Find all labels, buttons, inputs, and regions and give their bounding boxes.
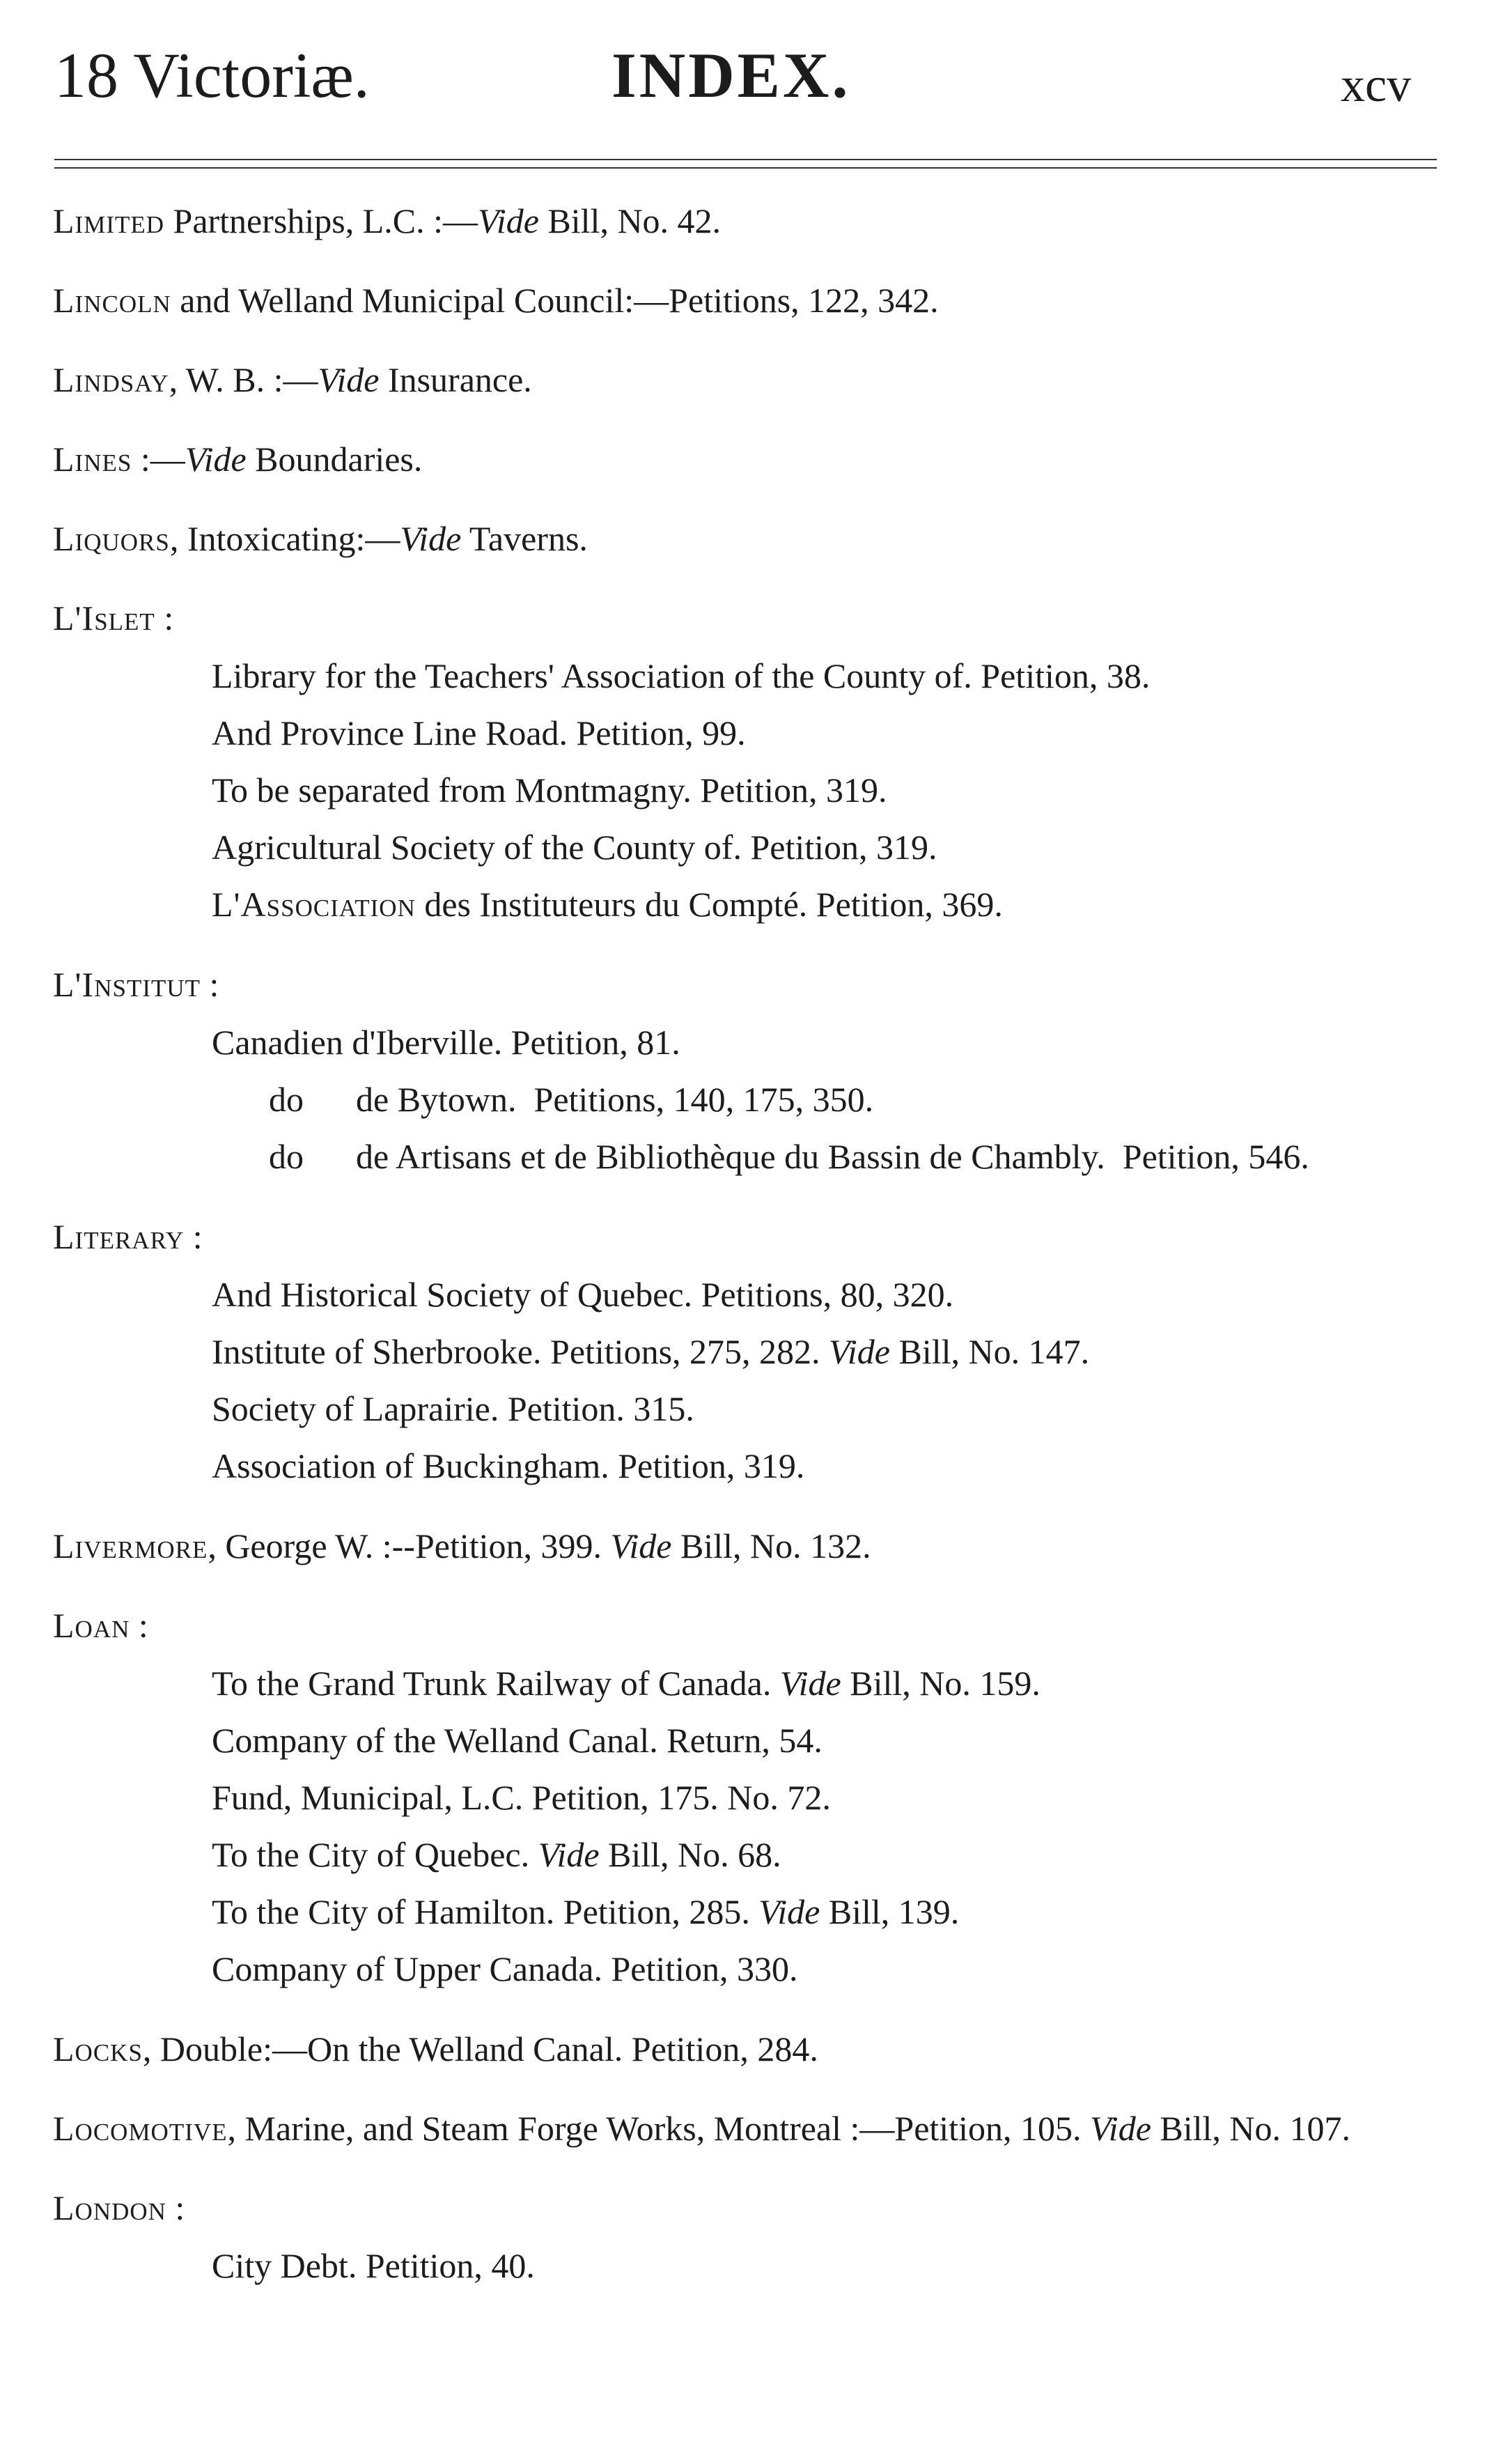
index-body: [53, 192, 1439, 2316]
sub-item-text: Bill, No. 147.: [889, 1332, 1090, 1371]
sub-item: Agricultural Society of the County of. Petition, 319.: [212, 828, 937, 867]
vide-ref: Vide: [538, 1835, 600, 1874]
entry-text: , Marine, and Steam Forge Works, Montreal :—Petition, 105.: [227, 2109, 1090, 2148]
entry-lislet: [53, 589, 1439, 933]
sub-item-text: des Instituteurs du Compté. Petition, 369.: [415, 885, 1003, 924]
entry-head: Lines: [53, 440, 132, 479]
vide-ref: Vide: [829, 1332, 890, 1371]
entry-head: Loan: [53, 1606, 130, 1645]
entry-lines: [53, 430, 1439, 488]
entry-livermore: [53, 1517, 1439, 1575]
entry-literary: [53, 1207, 1439, 1494]
sub-item: [53, 1883, 1439, 1940]
entry-text: Taverns.: [461, 519, 588, 558]
sub-item-text: Bill, No. 68.: [599, 1835, 781, 1874]
sub-item: Fund, Municipal, L.C. Petition, 175. No. 72.: [212, 1778, 831, 1817]
entry-loan: [53, 1596, 1439, 1997]
sub-item: [53, 1323, 1439, 1380]
sub-item-text: To the City of Quebec.: [212, 1835, 538, 1874]
sub-item: [53, 1655, 1439, 1712]
sub-item-text: To the Grand Trunk Railway of Canada.: [212, 1664, 780, 1703]
sub-item: [53, 876, 1439, 933]
entry-heading: [53, 1207, 1439, 1266]
entry-text: Bill, No. 42.: [538, 201, 722, 240]
entry-text: Partnerships, L.C. :—: [164, 201, 478, 240]
entry-head: L'Institut: [53, 965, 201, 1004]
entry-head: Liquors: [53, 519, 170, 558]
entry-colon: :: [155, 598, 174, 637]
header-rule-top: [54, 159, 1437, 160]
sub-item: do de Bytown. Petitions, 140, 175, 350.: [269, 1080, 874, 1119]
entry-head: L'Islet: [53, 598, 155, 637]
sub-item-text: Institute of Sherbrooke. Petitions, 275, 282.: [212, 1332, 829, 1371]
page-number: xcv: [1341, 59, 1412, 112]
running-head-volume: 18 Victoriæ.: [54, 40, 370, 111]
sub-item: Canadien d'Iberville. Petition, 81.: [212, 1023, 680, 1062]
entry-heading: [53, 955, 1439, 1014]
entry-head: Locomotive: [53, 2109, 228, 2148]
entry-head: Lincoln: [53, 281, 171, 320]
vide-ref: Vide: [185, 440, 247, 479]
entry-text: , W. B. :—: [169, 360, 318, 399]
sub-item-head: L'Association: [212, 885, 416, 924]
sub-item: Company of Upper Canada. Petition, 330.: [212, 1949, 798, 1988]
entry-heading: [53, 1596, 1439, 1655]
vide-ref: Vide: [400, 519, 462, 558]
entry-london: [53, 2179, 1439, 2294]
entry-head: London: [53, 2188, 166, 2227]
entry-colon: :: [184, 1217, 203, 1256]
entry-limited: [53, 192, 1439, 250]
entry-lincoln: [53, 271, 1439, 330]
entry-lindsay: [53, 350, 1439, 409]
entry-colon: :: [130, 1606, 148, 1645]
entry-heading: [53, 2179, 1439, 2237]
entry-liquors: [53, 509, 1439, 568]
vide-ref: Vide: [318, 360, 380, 399]
entry-text: :—: [132, 440, 185, 479]
sub-item-text: To the City of Hamilton. Petition, 285.: [212, 1892, 759, 1931]
vide-ref: Vide: [758, 1892, 820, 1931]
running-head-title: INDEX.: [611, 40, 851, 111]
entry-heading: [53, 589, 1439, 647]
entry-text: , Intoxicating:—: [169, 519, 400, 558]
entry-locomotive: [53, 2099, 1439, 2158]
header-rule-bottom: [54, 167, 1437, 169]
sub-item: And Province Line Road. Petition, 99.: [212, 713, 746, 752]
sub-item: [53, 1826, 1439, 1883]
entry-head: Literary: [53, 1217, 185, 1256]
vide-ref: Vide: [478, 201, 539, 240]
sub-item: City Debt. Petition, 40.: [212, 2246, 535, 2285]
entry-head: Limited: [53, 201, 165, 240]
entry-colon: :: [166, 2188, 185, 2227]
entry-linstitut: [53, 955, 1439, 1185]
entry-head: Locks: [53, 2029, 143, 2068]
vide-ref: Vide: [779, 1664, 841, 1703]
entry-locks: [53, 2020, 1439, 2078]
entry-text: Bill, No. 107.: [1151, 2109, 1351, 2148]
entry-head: Lindsay: [53, 360, 169, 399]
sub-item-text: Bill, No. 159.: [841, 1664, 1041, 1703]
entry-text: Insurance.: [379, 360, 532, 399]
entry-colon: :: [201, 965, 219, 1004]
entry-text: , Double:—On the Welland Canal. Petition, 284.: [142, 2029, 818, 2068]
sub-item: Company of the Welland Canal. Return, 54.: [212, 1721, 823, 1760]
sub-item-text: Bill, 139.: [820, 1892, 960, 1931]
sub-item: To be separated from Montmagny. Petition, 319.: [212, 771, 887, 810]
sub-item: do de Artisans et de Bibliothèque du Bassin de Chambly. Petition, 546.: [269, 1137, 1309, 1176]
sub-item: Society of Laprairie. Petition. 315.: [212, 1389, 694, 1428]
vide-ref: Vide: [1089, 2109, 1151, 2148]
sub-item: And Historical Society of Quebec. Petitions, 80, 320.: [212, 1275, 954, 1314]
entry-head: Livermore: [53, 1526, 208, 1565]
sub-item: Library for the Teachers' Association of the County of. Petition, 38.: [212, 656, 1151, 695]
entry-text: Bill, No. 132.: [671, 1526, 871, 1565]
entry-text: , George W. :--Petition, 399.: [208, 1526, 611, 1565]
entry-text: Boundaries.: [246, 440, 423, 479]
vide-ref: Vide: [610, 1526, 672, 1565]
entry-text: and Welland Municipal Council:—Petitions, 122, 342.: [171, 281, 939, 320]
sub-item: Association of Buckingham. Petition, 319.: [212, 1446, 805, 1485]
